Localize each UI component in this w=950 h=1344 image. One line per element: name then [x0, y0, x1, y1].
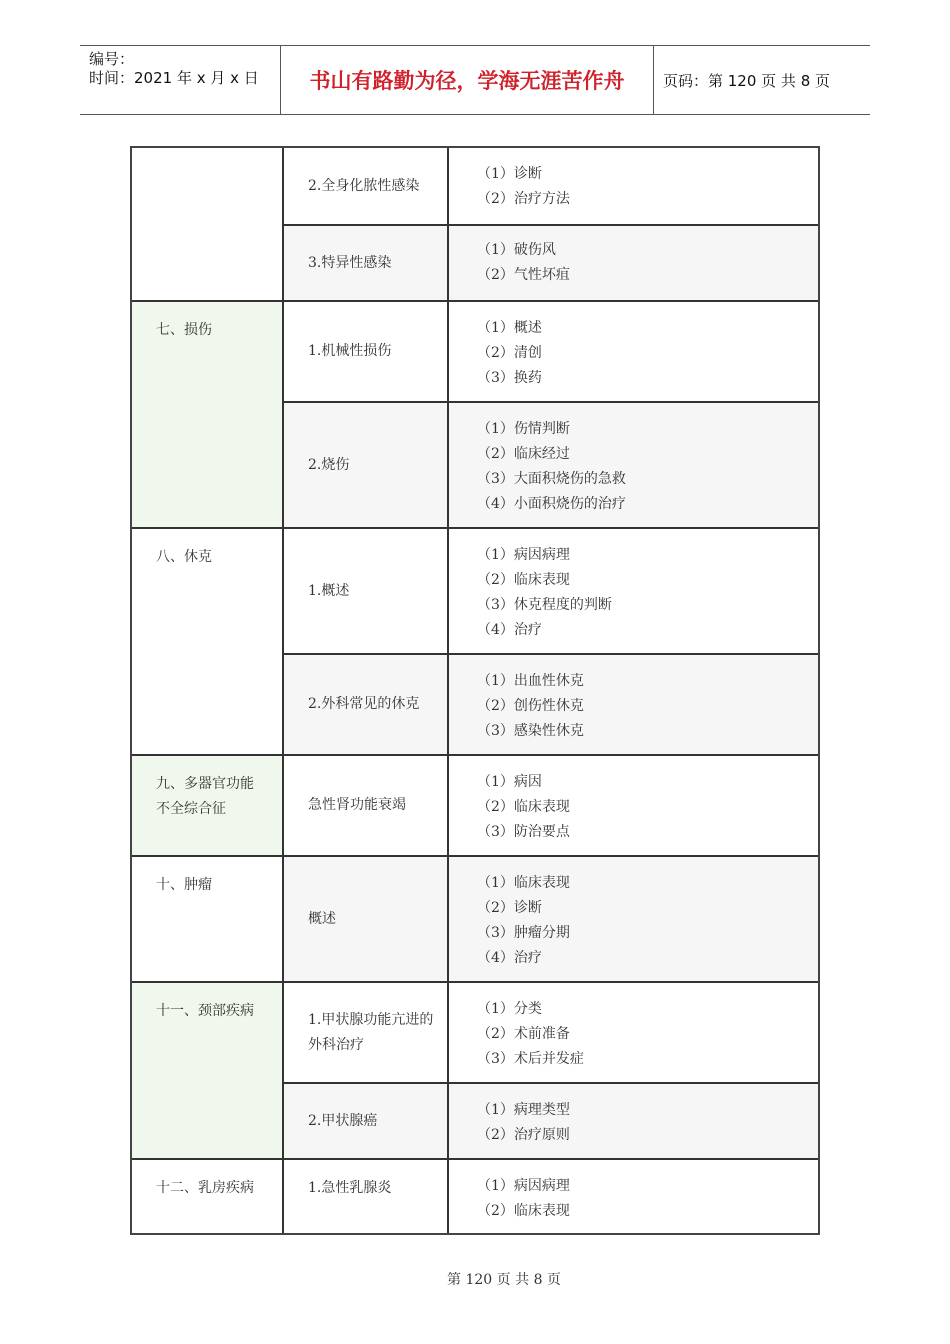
- items-cell: （1）破伤风 （2）气性坏疽: [477, 242, 570, 283]
- category-cell: 九、多器官功能不全综合征: [132, 756, 282, 855]
- header-page-label: 页码：第 120 页 共 8 页: [663, 71, 831, 90]
- subtopic-cell: 1.机械性损伤: [308, 343, 392, 359]
- table-row: [284, 983, 818, 1082]
- table-row: [284, 148, 818, 224]
- table-row: [284, 655, 818, 754]
- subtopic-cell: 3.特异性感染: [308, 254, 392, 271]
- table-row: [284, 226, 818, 300]
- subtopic-cell: 概述: [308, 910, 336, 927]
- header-meta: [80, 46, 281, 114]
- table-row: [284, 302, 818, 401]
- table-row: [284, 756, 818, 855]
- subtopic-cell: 2.甲状腺癌: [308, 1112, 378, 1129]
- table-row: [284, 857, 818, 981]
- category-cell: 十二、乳房疾病: [156, 1180, 254, 1196]
- subtopic-cell: 1.概述: [308, 582, 350, 599]
- items-cell: （1）病因病理 （2）临床表现 （3）休克程度的判断 （4）治疗: [477, 547, 612, 638]
- items-cell: （1）病理类型 （2）治疗原则: [477, 1102, 570, 1143]
- page-footer: 第 120 页 共 8 页: [447, 1272, 561, 1288]
- items-cell: （1）病因病理 （2）临床表现: [477, 1178, 570, 1219]
- category-cell: 七、损伤: [132, 302, 282, 527]
- category-cell: 十一、颈部疾病: [132, 983, 282, 1158]
- category-cell: 十、肿瘤: [156, 877, 212, 893]
- subtopic-cell: 1.甲状腺功能亢进的外科治疗: [308, 1011, 434, 1053]
- subtopic-cell: 急性肾功能衰竭: [308, 797, 406, 813]
- items-cell: （1）伤情判断 （2）临床经过 （3）大面积烧伤的急救 （4）小面积烧伤的治疗: [477, 421, 626, 512]
- items-cell: （1）分类 （2）术前准备 （3）术后并发症: [477, 1001, 584, 1067]
- time-label: 时间：2021 年 x 月 x 日: [89, 69, 259, 87]
- header-motto: 书山有路勤为径，学海无涯苦作舟: [281, 46, 654, 114]
- subtopic-cell: 2.全身化脓性感染: [308, 177, 420, 194]
- category-cell: 八、休克: [156, 549, 212, 565]
- syllabus-table: [130, 146, 820, 1235]
- table-row: [284, 1084, 818, 1158]
- items-cell: （1）临床表现 （2）诊断 （3）肿瘤分期 （4）治疗: [477, 875, 570, 966]
- items-cell: （1）概述 （2）清创 （3）换药: [477, 320, 542, 386]
- subtopic-cell: 1.急性乳腺炎: [308, 1180, 392, 1196]
- table-row: [284, 1160, 818, 1233]
- code-label: 编号：: [89, 50, 135, 68]
- table-row: [284, 403, 818, 527]
- subtopic-cell: 2.烧伤: [308, 456, 350, 473]
- items-cell: （1）出血性休克 （2）创伤性休克 （3）感染性休克: [477, 673, 584, 739]
- items-cell: （1）病因 （2）临床表现 （3）防治要点: [477, 774, 570, 840]
- items-cell: （1）诊断 （2）治疗方法: [477, 166, 570, 207]
- category-cell: [132, 148, 282, 300]
- page-header: [80, 45, 870, 115]
- subtopic-cell: 2.外科常见的休克: [308, 696, 420, 712]
- table-row: [284, 529, 818, 653]
